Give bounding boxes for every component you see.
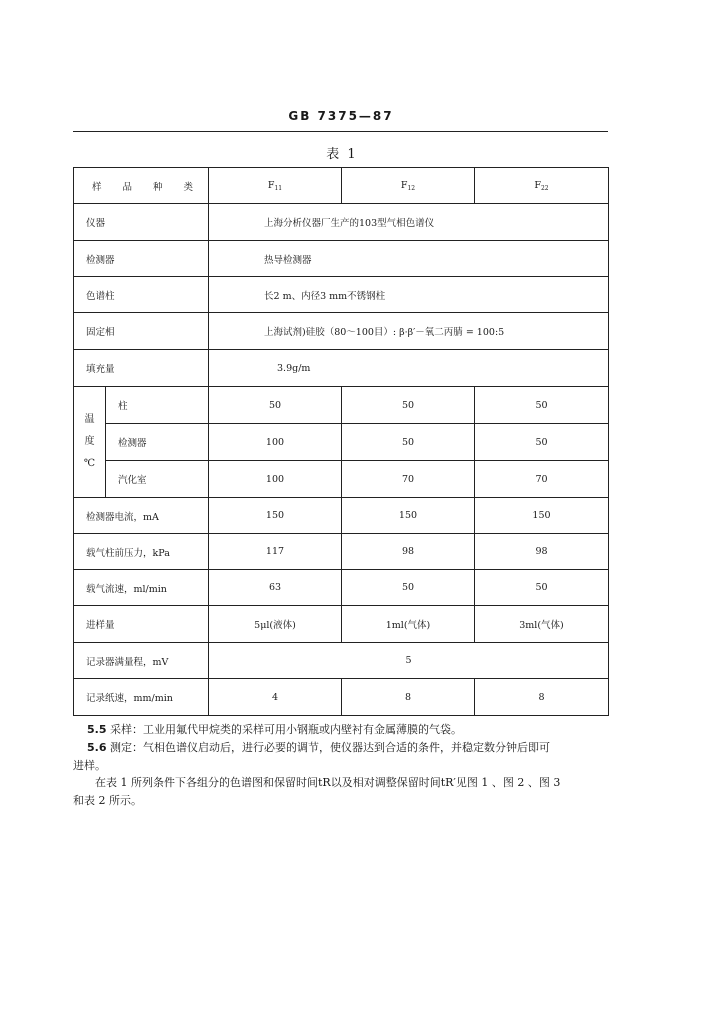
table-row [74,461,609,498]
section-5-5 [73,721,613,739]
cell-f11: 100 [209,424,342,461]
table-row [74,241,609,277]
section-text-cont: 进样。 [73,759,106,772]
cell-f11: 50 [209,387,342,424]
cell-f11: 100 [209,461,342,498]
cell-f11: 150 [209,498,342,534]
cell-f22: 50 [475,387,609,424]
section-5-6 [73,739,613,775]
row-label: 检测器 [106,424,209,461]
cell-f12: 50 [342,570,475,606]
row-value: 长2 m、内径3 mm不锈钢柱 [209,277,609,313]
row-label: 汽化室 [106,461,209,498]
table-caption: 表 1 [326,147,358,162]
cell-f12: 8 [342,679,475,716]
table-row [74,643,609,679]
row-label: 检测器电流，mA [74,498,209,534]
cell-f12: 70 [342,461,475,498]
row-value: 5 [209,643,609,679]
cell-f12: 50 [342,424,475,461]
row-label: 柱 [106,387,209,424]
row-value: 热导检测器 [209,241,609,277]
header-f11: $F_{11}$ [209,168,342,204]
paragraph-line: 和表 2 所示。 [73,794,142,807]
standard-code: GB 7375—87 [288,109,394,123]
table-row [74,570,609,606]
table-row [74,679,609,716]
row-value: 上海分析仪器厂生产的103型气相色谱仪 [209,204,609,241]
row-label: 检测器 [74,241,209,277]
row-label: 色谱柱 [74,277,209,313]
row-value: 上海试剂)硅胶（80～100目）: β·β′－氧二丙腈 = 100:5 [209,313,609,350]
row-label: 记录器满量程，mV [74,643,209,679]
row-label: 进样量 [74,606,209,643]
cell-f22: 98 [475,534,609,570]
cell-f12: 98 [342,534,475,570]
cell-f22: 70 [475,461,609,498]
cell-f11: 117 [209,534,342,570]
section-text: 采样：工业用氟代甲烷类的采样可用小钢瓶或内壁衬有金属薄膜的气袋。 [110,723,462,736]
section-text: 测定：气相色谱仪启动后，进行必要的调节，使仪器达到合适的条件，并稳定数分钟后即可 [110,741,550,754]
table-row [74,424,609,461]
table-row [74,277,609,313]
table-row [74,498,609,534]
cell-f11: 63 [209,570,342,606]
header-sample-type: 样 品 种 类 [74,168,209,204]
cell-f22: 50 [475,424,609,461]
cell-f12: 50 [342,387,475,424]
table-row [74,204,609,241]
row-value: 3.9g/m [209,350,609,387]
conditions-table [73,167,609,716]
table-row [74,313,609,350]
paragraph-line: 在表 1 所列条件下各组分的色谱图和保留时间tR以及相对调整保留时间tR′见图 1 、图 2 、图 3 [95,776,561,789]
cell-f12: 150 [342,498,475,534]
cell-f11: 5μl(液体) [209,606,342,643]
temperature-group-label: 温 度 ℃ [74,387,106,498]
row-label: 载气柱前压力，kPa [74,534,209,570]
cell-f11: 4 [209,679,342,716]
table-row [74,387,609,424]
table-row [74,350,609,387]
row-label: 固定相 [74,313,209,350]
table-row [74,534,609,570]
cell-f22: 50 [475,570,609,606]
row-label: 记录纸速，mm/min [74,679,209,716]
table-row [74,606,609,643]
header-f12: $F_{12}$ [342,168,475,204]
row-label: 载气流速，ml/min [74,570,209,606]
section-number: 5.5 [87,723,107,736]
cell-f22: 8 [475,679,609,716]
header-f22: $F_{22}$ [475,168,609,204]
cell-f12: 1ml(气体) [342,606,475,643]
section-number: 5.6 [87,741,107,754]
row-label: 填充量 [74,350,209,387]
cell-f22: 150 [475,498,609,534]
header-rule [73,131,608,132]
row-label: 仪器 [74,204,209,241]
cell-f22: 3ml(气体) [475,606,609,643]
body-paragraph [73,774,613,810]
table-header-row [74,168,609,204]
